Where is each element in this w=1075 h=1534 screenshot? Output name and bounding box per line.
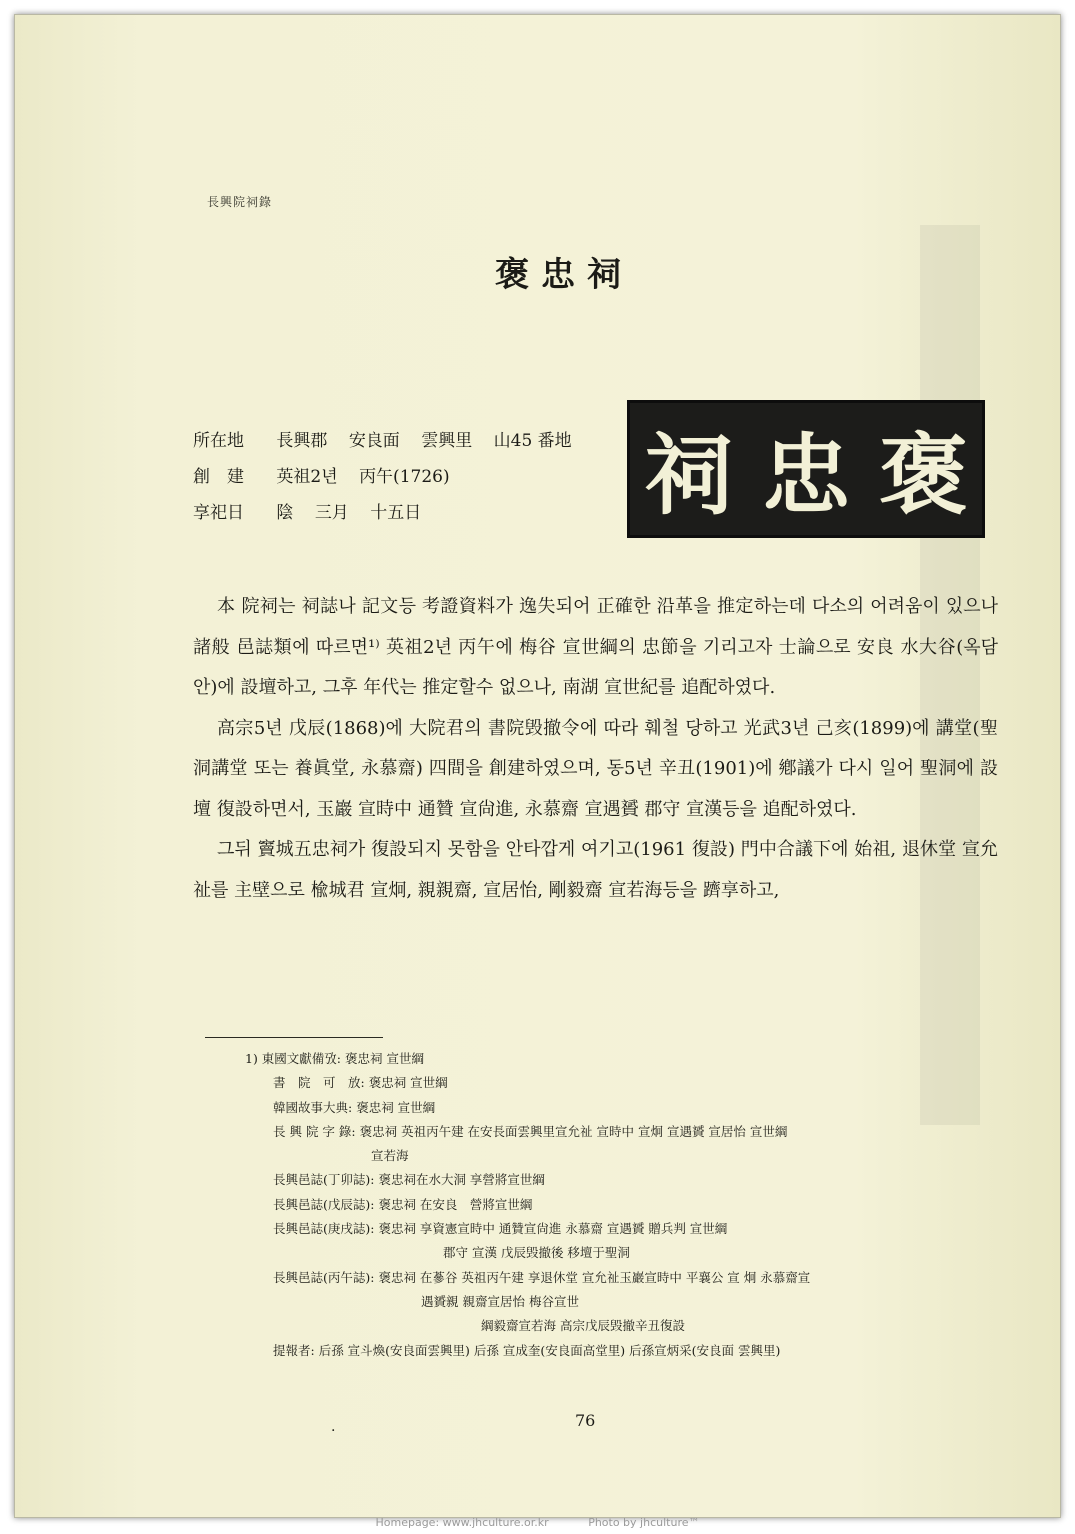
speck: .: [331, 1419, 336, 1435]
signboard-char: 忠: [761, 423, 850, 527]
footnote-line: 長興邑誌(庚戌誌): 褒忠祠 享資憲宣時中 通贊宣尙進 永慕齋 宣遇贇 贈兵判 宣世綱: [273, 1221, 728, 1237]
paragraph: 本 院祠는 祠誌나 記文등 考證資料가 逸失되어 正確한 沿革을 推定하는데 다소의 어려움이 있으나 諸般 邑誌類에 따르면¹⁾ 英祖2년 丙午에 梅谷 宣世綱의 忠節을 기리고자 士論으로 安良 水大谷(옥담안)에 設壇하고, 그후 年代는 推定할수 없으나, 南湖 宣世紀를 追配하였다.: [193, 596, 998, 698]
info-key: 創 建: [193, 467, 244, 487]
info-value: 丙午(1726): [359, 467, 450, 487]
page-title: 褒忠祠: [495, 255, 633, 295]
info-row-founded: [193, 459, 588, 495]
info-value: 長興郡: [276, 431, 328, 451]
info-value: 雲興里: [421, 431, 473, 451]
info-value: 英祖2년: [276, 467, 338, 487]
info-value: 三月: [314, 503, 349, 523]
photo-credit: Photo by jhculture™: [588, 1516, 700, 1529]
info-value: 十五日: [370, 503, 422, 523]
info-value: 安良面: [348, 431, 400, 451]
signboard-image: [627, 400, 985, 538]
footnote-line: 長興邑誌(戊辰誌): 褒忠祠 在安良 營將宣世綱: [273, 1196, 533, 1212]
footnote-line: 韓國故事大典: 褒忠祠 宣世綱: [273, 1099, 436, 1115]
footnote-line: 提報者: 后孫 宣斗煥(安良面雲興里) 后孫 宣成奎(安良面高堂里) 后孫宣炳采(安良面 雲興里): [273, 1342, 781, 1358]
photo-frame: [14, 14, 1061, 1518]
info-row-ritual-day: [193, 495, 588, 531]
footnote-line: 書 院 可 放: 褒忠祠 宣世綱: [273, 1075, 448, 1091]
info-value: 陰: [276, 503, 294, 523]
info-key: 所在地: [193, 431, 244, 451]
signboard-char: 褒: [879, 423, 968, 527]
running-head: 長興院祠錄: [207, 195, 273, 209]
paragraph: 高宗5년 戊辰(1868)에 大院君의 書院毁撤令에 따라 훼철 당하고 光武3년 己亥(1899)에 講堂(聖洞講堂 또는 養眞堂, 永慕齋) 四間을 創建하였으며, 동5년 辛丑(1901)에 鄕議가 다시 일어 聖洞에 設壇 復設하면서, 玉巖 宣時中 通贊 宣尙進, 永慕齋 宣遇贇 郡守 宣漢등을 追配하였다.: [193, 717, 998, 820]
footnote-line: 1) 東國文獻備攷: 褒忠祠 宣世綱: [245, 1051, 424, 1066]
image-credit: [0, 1512, 1075, 1534]
page-number: 76: [575, 1411, 596, 1430]
footnote-line: 長 興 院 字 錄: 褒忠祠 英祖丙午建 在安長面雲興里宣允祉 宣時中 宣炯 宣遇贇 宣居怡 宣世綱: [273, 1123, 788, 1139]
footnotes: [245, 1047, 975, 1363]
info-key: 享祀日: [193, 503, 244, 523]
info-row-location: [193, 423, 588, 459]
signboard-char: 祠: [644, 423, 733, 527]
footnote-line: 綱毅齋宣若海 高宗戊辰毁撤辛丑復設: [481, 1318, 685, 1334]
book-page: [15, 15, 1060, 1517]
footnote-line: 郡守 宣漢 戊辰毁撤後 移壇于聖洞: [443, 1245, 630, 1261]
shrine-info: [193, 423, 588, 531]
footnote-divider: [205, 1037, 383, 1038]
body-text: [193, 587, 998, 911]
footnote-line: 遇贇親 親齋宣居怡 梅谷宣世: [421, 1293, 579, 1309]
info-value: 山45 番地: [493, 431, 572, 451]
footnote-line: 長興邑誌(丁卯誌): 褒忠祠在水大洞 享營將宣世綱: [273, 1172, 545, 1188]
paragraph: 그뒤 竇城五忠祠가 復設되지 못함을 안타깝게 여기고(1961 復設) 門中合議下에 始祖, 退休堂 宣允祉를 主壁으로 楡城君 宣炯, 親親齋, 宣居怡, 剛毅齋 宣若海등을 躋享하고,: [193, 839, 998, 901]
homepage-credit: Homepage: www.jhculture.or.kr: [375, 1516, 549, 1529]
footnote-line: 長興邑誌(丙午誌): 褒忠祠 在蔘谷 英祖丙午建 享退休堂 宣允祉玉巖宣時中 平襄公 宣 炯 永慕齋宣: [273, 1269, 811, 1285]
footnote-line: 宣若海: [371, 1148, 409, 1164]
